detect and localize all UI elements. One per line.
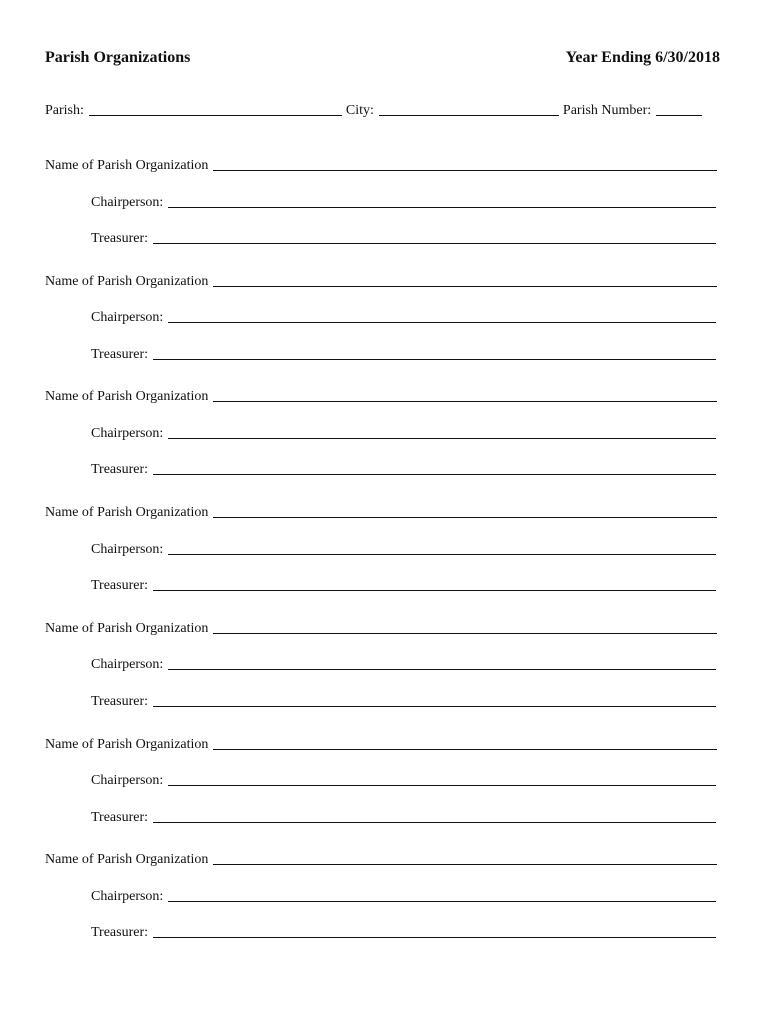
- treasurer-label: Treasurer:: [91, 809, 149, 825]
- treasurer-label: Treasurer:: [91, 231, 149, 246]
- parish-number-field[interactable]: [656, 103, 702, 116]
- chairperson-label: Chairperson:: [91, 194, 164, 210]
- organization-name-label: Name of Parish Organization: [45, 389, 209, 405]
- organization-name-label: Name of Parish Organization: [45, 620, 209, 636]
- chairperson-row: [91, 426, 716, 442]
- city-label: City:: [345, 103, 374, 118]
- organization-name-row: [45, 852, 717, 868]
- treasurer-row: [91, 925, 716, 941]
- organization-name-row: [45, 737, 717, 753]
- year-ending: Year Ending 6/30/2018: [565, 49, 720, 66]
- treasurer-label: Treasurer:: [91, 693, 149, 709]
- chairperson-label: Chairperson:: [91, 773, 164, 788]
- organization-name-row: [45, 274, 717, 290]
- parish-field[interactable]: [89, 103, 342, 116]
- chairperson-row: [91, 542, 716, 558]
- organization-name-row: [45, 505, 717, 521]
- organization-name-field[interactable]: [213, 737, 717, 750]
- organization-name-label: Name of Parish Organization: [45, 852, 209, 868]
- organization-name-row: [45, 158, 717, 174]
- treasurer-label: Treasurer:: [91, 578, 149, 594]
- organization-name-label: Name of Parish Organization: [45, 273, 209, 289]
- chairperson-row: [91, 195, 716, 211]
- organization-name-label: Name of Parish Organization: [45, 505, 209, 521]
- chairperson-label: Chairperson:: [91, 425, 164, 441]
- chairperson-label: Chairperson:: [91, 888, 164, 904]
- organization-name-row: [45, 389, 717, 405]
- chairperson-row: [91, 773, 716, 789]
- organization-name-field[interactable]: [213, 505, 717, 518]
- parish-number-label: Parish Number:: [562, 103, 652, 118]
- organization-name-field[interactable]: [213, 389, 717, 402]
- treasurer-field[interactable]: [153, 231, 716, 244]
- treasurer-field[interactable]: [153, 694, 716, 707]
- parish-label: Parish:: [45, 103, 84, 118]
- treasurer-row: [91, 231, 716, 247]
- chairperson-row: [91, 889, 716, 905]
- chairperson-field[interactable]: [168, 426, 716, 439]
- chairperson-label: Chairperson:: [91, 310, 164, 326]
- treasurer-field[interactable]: [153, 347, 716, 360]
- treasurer-field[interactable]: [153, 810, 716, 823]
- organization-name-field[interactable]: [213, 158, 717, 171]
- treasurer-label: Treasurer:: [91, 925, 149, 941]
- treasurer-field[interactable]: [153, 578, 716, 591]
- chairperson-row: [91, 657, 716, 673]
- treasurer-label: Treasurer:: [91, 462, 149, 478]
- treasurer-row: [91, 810, 716, 826]
- chairperson-field[interactable]: [168, 889, 716, 902]
- organization-name-field[interactable]: [213, 274, 717, 287]
- treasurer-row: [91, 694, 716, 710]
- chairperson-row: [91, 310, 716, 326]
- parish-info-row: [45, 103, 715, 119]
- treasurer-row: [91, 578, 716, 594]
- treasurer-row: [91, 462, 716, 478]
- chairperson-label: Chairperson:: [91, 541, 164, 557]
- treasurer-label: Treasurer:: [91, 346, 149, 362]
- organization-name-field[interactable]: [213, 852, 717, 865]
- treasurer-row: [91, 347, 716, 363]
- chairperson-field[interactable]: [168, 195, 716, 208]
- city-field[interactable]: [379, 103, 559, 116]
- organization-name-label: Name of Parish Organization: [45, 736, 209, 752]
- organization-name-row: [45, 621, 717, 637]
- treasurer-field[interactable]: [153, 925, 716, 938]
- organization-name-field[interactable]: [213, 621, 717, 634]
- chairperson-field[interactable]: [168, 310, 716, 323]
- organization-name-label: Name of Parish Organization: [45, 158, 209, 173]
- chairperson-field[interactable]: [168, 773, 716, 786]
- treasurer-field[interactable]: [153, 462, 716, 475]
- chairperson-field[interactable]: [168, 657, 716, 670]
- form-title: Parish Organizations: [45, 49, 191, 66]
- chairperson-field[interactable]: [168, 542, 716, 555]
- chairperson-label: Chairperson:: [91, 657, 164, 673]
